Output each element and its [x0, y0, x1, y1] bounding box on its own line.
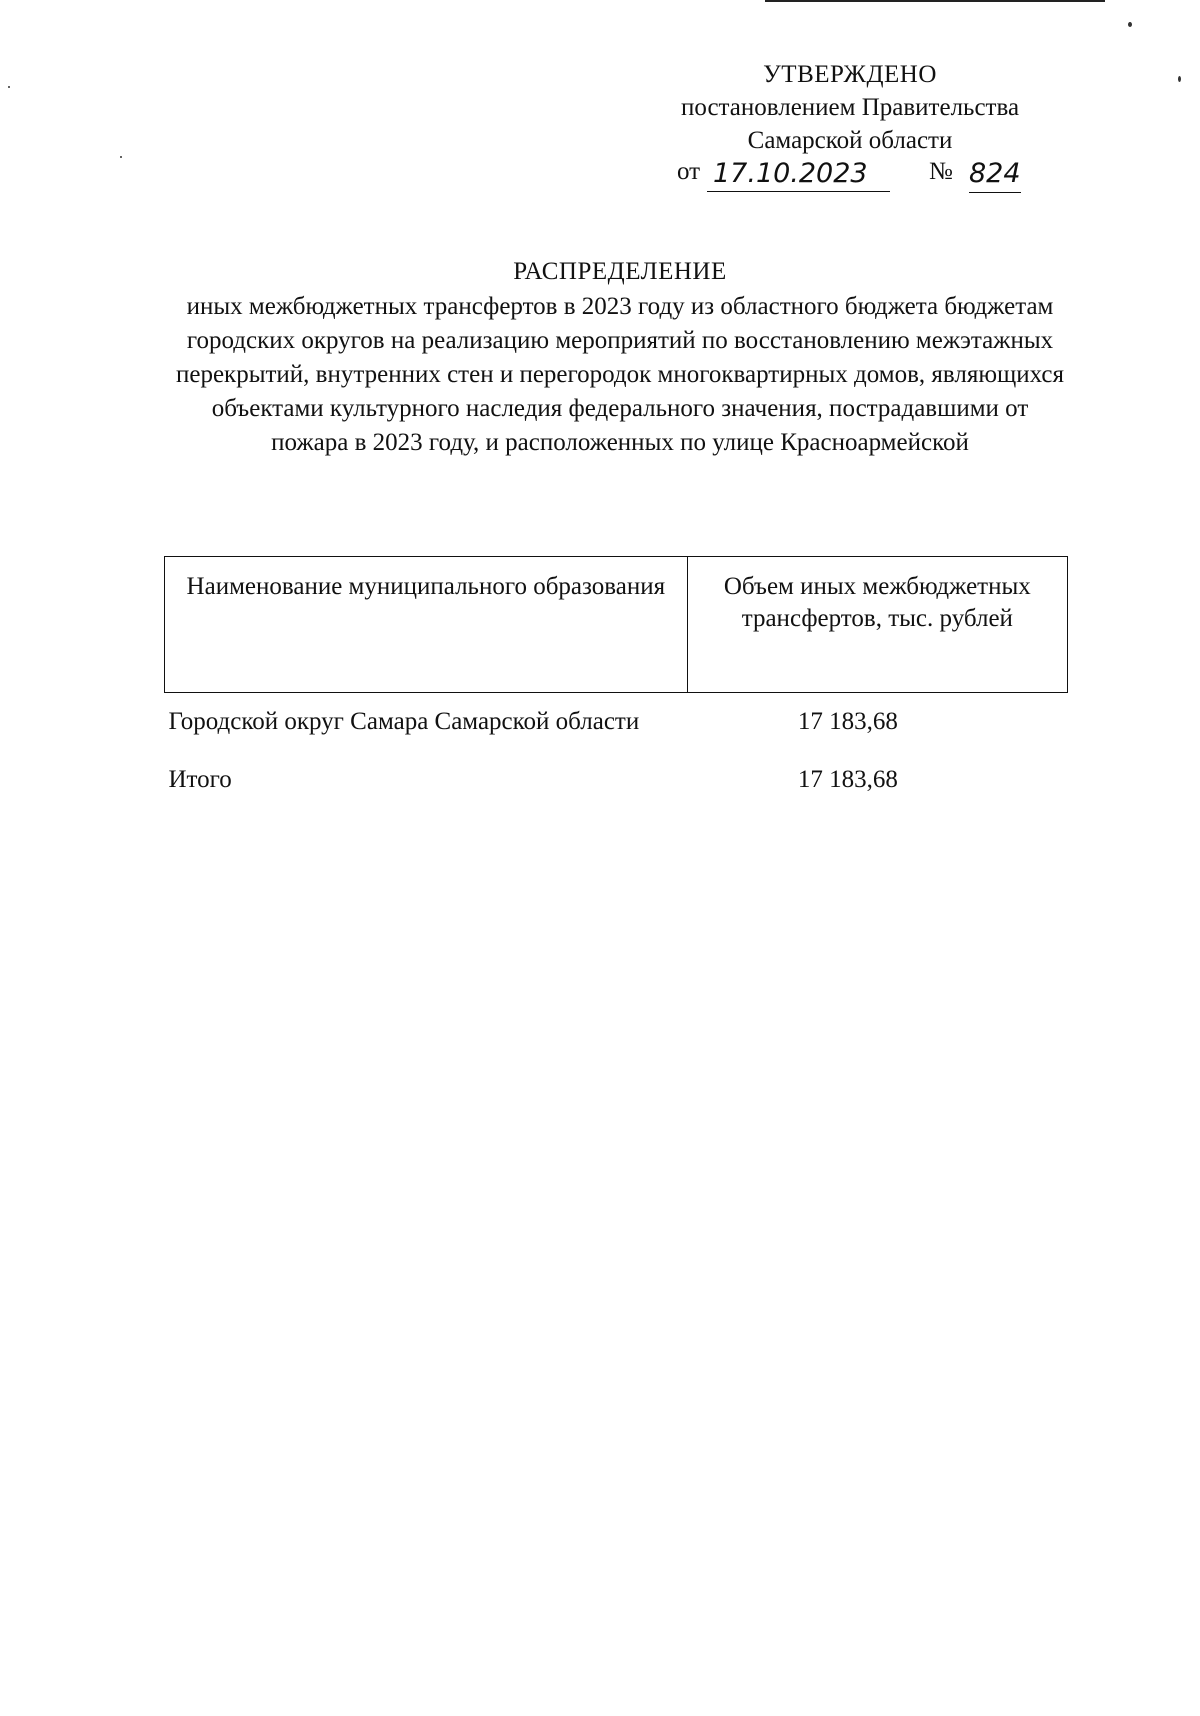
scan-speck [8, 86, 10, 88]
header-municipality: Наименование муниципального образования [165, 557, 688, 693]
scan-speck [120, 156, 122, 158]
row-amount: 17 183,68 [797, 708, 898, 735]
scan-speck [1178, 76, 1181, 82]
total-amount: 17 183,68 [797, 766, 898, 793]
table-row-total [165, 757, 1068, 798]
header-transfer-amount: Объем иных межбюджетных трансфертов, тыс. рублей [687, 557, 1067, 693]
approval-line-2: Самарской области [747, 127, 953, 154]
document-title: РАСПРЕДЕЛЕНИЕ [513, 258, 727, 285]
number-label: № [929, 158, 953, 185]
table-row [165, 693, 1068, 758]
approval-title: УТВЕРЖДЕНО [763, 61, 937, 88]
scan-artifact-line [765, 0, 1105, 2]
table-header-row [165, 557, 1068, 693]
allocation-table [164, 556, 1068, 798]
date-prefix: от [677, 158, 701, 185]
approval-block [640, 58, 1060, 157]
scan-speck [1128, 22, 1132, 27]
document-description: иных межбюджетных трансфертов в 2023 году из областного бюджета бюджетам городских округов на реализацию мероприятий по восстановлению межэтажных перекрытий, внутренних стен и перегородок многоквартирных домов, являющихся объектами культурного наследия федерального значения, пострадавшими от пожара в 2023 году, и расположенных по улице Красноармейской [175, 293, 1064, 456]
row-municipality-name: Городской округ Самара Самарской области [168, 708, 640, 735]
handwritten-number: 824 [969, 158, 1021, 193]
approval-line-1: постановлением Правительства [680, 94, 1020, 121]
handwritten-date: 17.10.2023 [707, 158, 890, 192]
total-label: Итого [168, 766, 232, 793]
